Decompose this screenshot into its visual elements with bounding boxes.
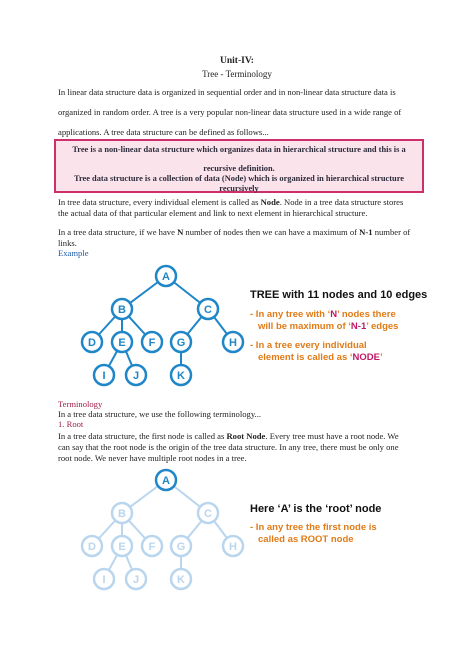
tree-diagram-full	[58, 258, 448, 390]
node-j	[126, 365, 146, 385]
svg-text:D: D	[88, 541, 96, 553]
tree2-edges	[92, 480, 233, 579]
node-h	[223, 332, 243, 352]
figure1-bullet2-line1: - In a tree every individual	[250, 340, 367, 351]
node-f	[142, 332, 162, 352]
svg-text:G: G	[176, 337, 186, 349]
figure1-bullet2-line2: element is called as ‘NODE’	[258, 352, 383, 363]
definition-line-3: Tree data structure is a collection of data (Node) which is organized in hierarchical structure	[74, 174, 404, 183]
node-k	[171, 365, 191, 385]
intro-line-2: organized in random order. A tree is a very popular non-linear data structure used in a wide range of	[58, 107, 402, 117]
svg-text:I: I	[102, 574, 106, 586]
figure1-bullet1-line1: - In any tree with ‘N’ nodes there	[250, 309, 396, 320]
node-e	[112, 332, 132, 352]
figure1-bullet1-line2: will be maximum of ‘N-1’ edges	[258, 321, 399, 332]
node2-k	[171, 569, 191, 589]
svg-text:F: F	[148, 541, 156, 553]
intro-line-3: applications. A tree data structure can be defined as follows...	[58, 127, 269, 137]
svg-text:D: D	[88, 337, 96, 349]
figure2-bullet-line2: called as ROOT node	[258, 534, 354, 545]
node-term: Node	[260, 197, 280, 207]
terminology-heading: Terminology	[58, 399, 103, 409]
figure2-title: Here ‘A’ is the ‘root’ node	[250, 503, 382, 515]
node-a	[156, 266, 176, 286]
node-c	[198, 299, 218, 319]
root-text-c: . Every tree must have a root node. We	[265, 431, 399, 441]
node2-a-root	[156, 470, 176, 490]
svg-text:J: J	[132, 574, 140, 586]
node-para-text-2: . Node in a tree data structure stores	[279, 197, 404, 207]
example-label: Example	[58, 248, 89, 258]
edges-text-e: number of	[372, 227, 411, 237]
svg-text:H: H	[229, 541, 237, 553]
edges-text-a: In a tree data structure, if we have	[58, 227, 178, 237]
root-text-a: In a tree data structure, the first node is called as	[58, 431, 227, 441]
svg-text:J: J	[132, 370, 140, 382]
svg-text:E: E	[118, 337, 126, 349]
figure2-caption	[250, 503, 381, 545]
figure1-caption	[250, 289, 427, 363]
svg-text:G: G	[176, 541, 186, 553]
figure2-bullet-line1: - In any tree the first node is	[250, 522, 377, 533]
edges-text-c: number of nodes then we can have a maximum of	[183, 227, 360, 237]
node2-c	[198, 503, 218, 523]
node2-g	[171, 536, 191, 556]
svg-text:K: K	[177, 574, 185, 586]
node2-e	[112, 536, 132, 556]
svg-text:B: B	[118, 304, 126, 316]
svg-text:H: H	[229, 337, 237, 349]
definition-line-4: recursively	[219, 184, 259, 193]
terminology-intro: In a tree data structure, we use the following terminology...	[58, 409, 262, 419]
svg-text:B: B	[118, 508, 126, 520]
svg-text:F: F	[148, 337, 156, 349]
node2-i	[94, 569, 114, 589]
definition-line-1: Tree is a non-linear data structure which organizes data in hierarchical structure and this is a	[72, 145, 406, 154]
root-para-line-2: can say that the root node is the origin of the tree data structure. In any tree, there must be only one	[58, 442, 399, 452]
svg-text:K: K	[177, 370, 185, 382]
node-para-text: In tree data structure, every individual element is called as	[58, 197, 261, 207]
unit-heading: Unit-IV:	[220, 56, 254, 66]
svg-text:C: C	[204, 304, 212, 316]
root-node-term: Root Node	[226, 431, 266, 441]
node-i	[94, 365, 114, 385]
terminology-item-root: 1. Root	[58, 419, 84, 429]
edges-n-1: N-1	[359, 227, 373, 237]
edges-n: N	[177, 227, 184, 237]
definition-line-2: recursive definition.	[203, 164, 275, 173]
node2-b	[112, 503, 132, 523]
svg-text:C: C	[204, 508, 212, 520]
svg-text:I: I	[102, 370, 106, 382]
node2-d	[82, 536, 102, 556]
tree-edges	[92, 276, 233, 375]
tree-diagram-root	[58, 462, 448, 594]
svg-text:E: E	[118, 541, 126, 553]
intro-line-1: In linear data structure data is organized in sequential order and in non-linear data structure data is	[58, 87, 396, 97]
page-subtitle: Tree - Terminology	[202, 69, 272, 79]
node-g	[171, 332, 191, 352]
node-d	[82, 332, 102, 352]
node2-f	[142, 536, 162, 556]
node2-j	[126, 569, 146, 589]
definition-box	[54, 139, 424, 193]
node2-h	[223, 536, 243, 556]
svg-text:A: A	[162, 271, 170, 283]
svg-text:A: A	[162, 475, 170, 487]
node-b	[112, 299, 132, 319]
node-para-line-2: the actual data of that particular element and link to next element in hierarchical structure.	[58, 208, 368, 218]
figure1-title: TREE with 11 nodes and 10 edges	[250, 289, 428, 301]
edges-para-line-2: links.	[58, 238, 77, 248]
root-para-line-3: root node. We never have multiple root nodes in a tree.	[58, 453, 247, 463]
